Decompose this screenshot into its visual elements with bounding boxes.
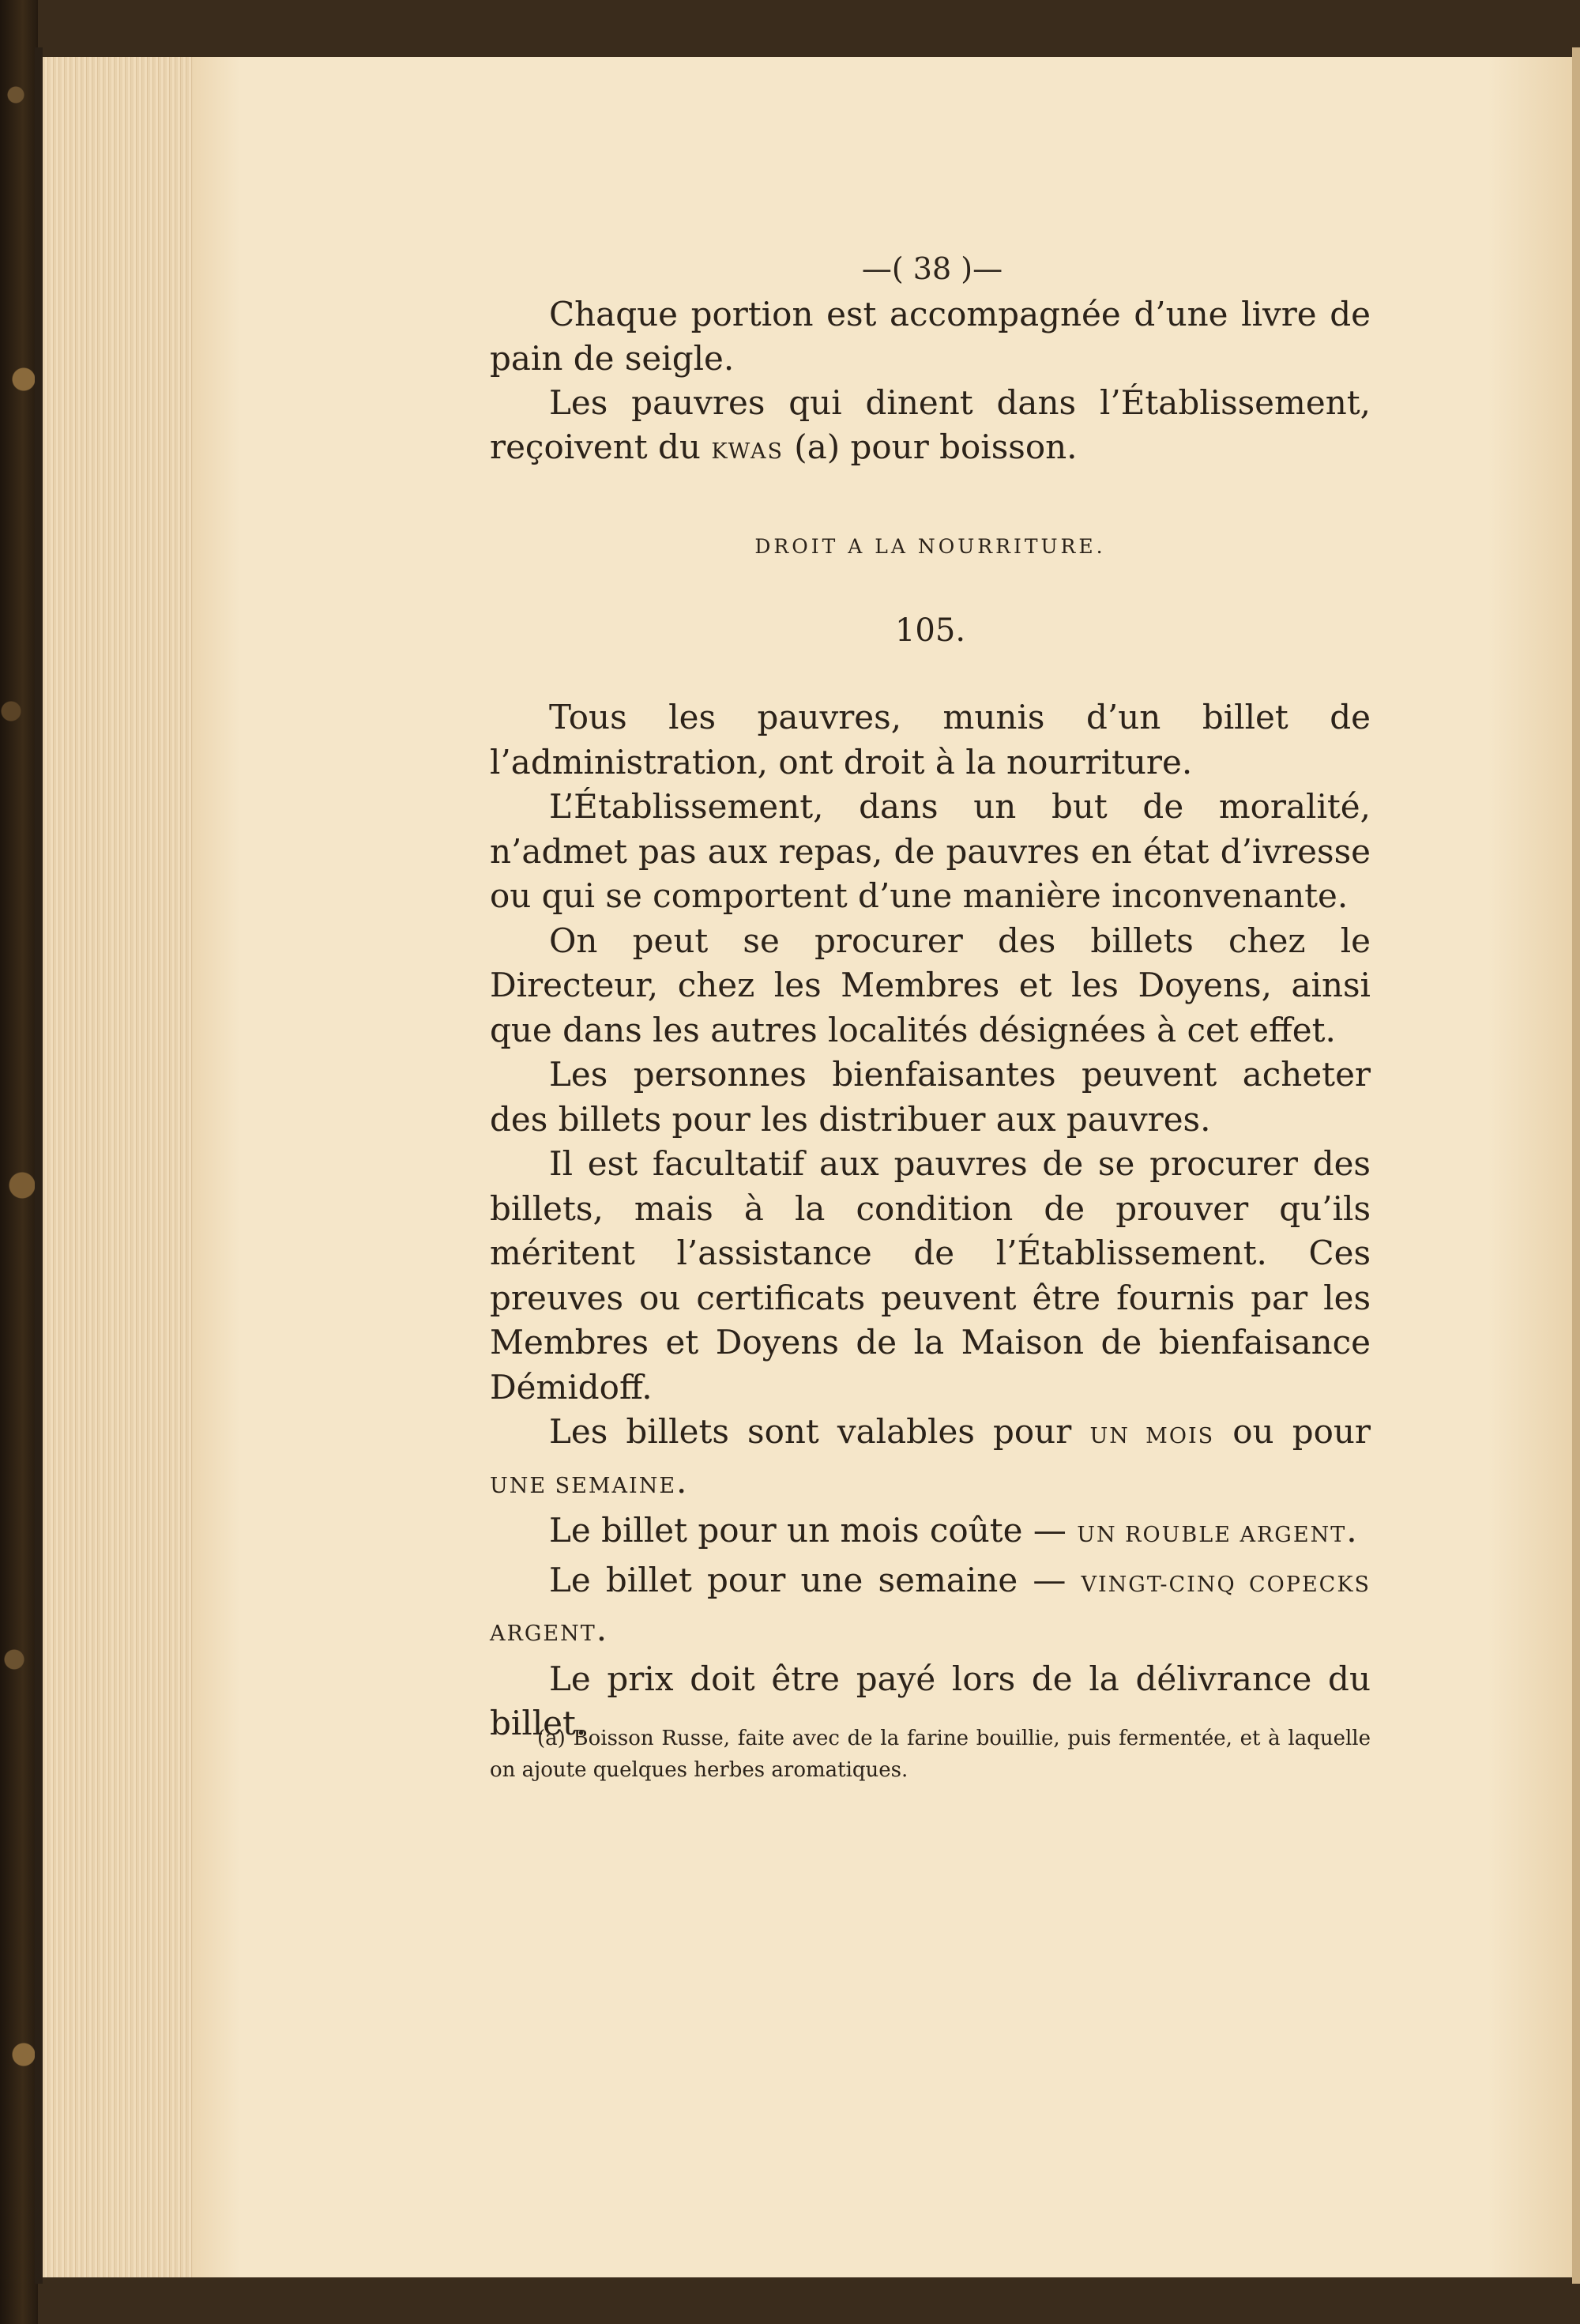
body-paragraph-6 [490,1410,1371,1509]
p6-middle: ou pour [1214,1412,1371,1451]
body-text [490,695,1371,1746]
weekly-price: VINGT-CINQ COPECKS ARGENT [490,1572,1371,1646]
intro-text [490,292,1371,474]
one-week-term: UNE SEMAINE [490,1473,677,1498]
page-number: —( 38 )— [861,251,1003,286]
body-paragraph-8 [490,1558,1371,1657]
body-paragraph-2: L’Établissement, dans un but de moralité, n’admet pas aux repas, de pauvres en état d’ivresse ou qui se comportent d’une manière inconvenante. [490,787,1371,915]
monthly-price: UN ROUBLE ARGENT [1077,1523,1347,1547]
footnote: (a) Boisson Russe, faite avec de la farine bouillie, puis fermentée, et à laquelle on ajoute quelques herbes aromatiques. [490,1727,1371,1782]
p6-start: Les billets sont valables pour [549,1412,1090,1451]
kwas-term: KWAS [711,439,784,464]
body-paragraph-3: On peut se procurer des billets chez le Directeur, chez les Membres et les Doyens, ainsi que dans les autres localités désignées à cet effet. [490,921,1371,1049]
p8-end: . [596,1610,608,1648]
p8-start: Le billet pour une semaine — [549,1560,1082,1599]
right-page-edge [1572,47,1580,2284]
body-paragraph-9: Le prix doit être payé lors de la délivrance du billet. [490,1659,1371,1742]
intro-paragraph-1: Chaque portion est accompagnée d’une livre de pain de seigle. [490,295,1371,378]
intro-paragraph-2 [490,381,1371,474]
book-cover-edge [0,0,38,2324]
intro-paragraph-2-start: Les pauvres qui dinent dans l’Établissement, reçoivent du [490,383,1371,466]
section-heading: DROIT A LA NOURRITURE. [754,535,1106,558]
section-number: 105. [894,612,966,649]
intro-paragraph-2-end: (a) pour boisson. [783,428,1078,466]
p6-end: . [676,1461,687,1501]
one-month-term: UN MOIS [1089,1424,1215,1448]
body-paragraph-7 [490,1509,1371,1558]
body-paragraph-4: Les personnes bienfaisantes peuvent acheter des billets pour les distribuer aux pauvres. [490,1055,1371,1139]
binding-edge [35,47,43,2284]
p7-end: . [1346,1511,1357,1550]
page-stack-edges [43,57,194,2277]
body-paragraph-1: Tous les pauvres, munis d’un billet de l’administration, ont droit à la nourriture. [490,698,1371,782]
p7-start: Le billet pour un mois coûte — [549,1511,1078,1550]
body-paragraph-5: Il est facultatif aux pauvres de se procurer des billets, mais à la condition de prouver qu’ils méritent l’assistance de l’Établissement. Ces preuves ou certificats peuvent être fournis par les Membres et Doyens de la Maison de bienfaisance Démidoff. [490,1144,1371,1407]
